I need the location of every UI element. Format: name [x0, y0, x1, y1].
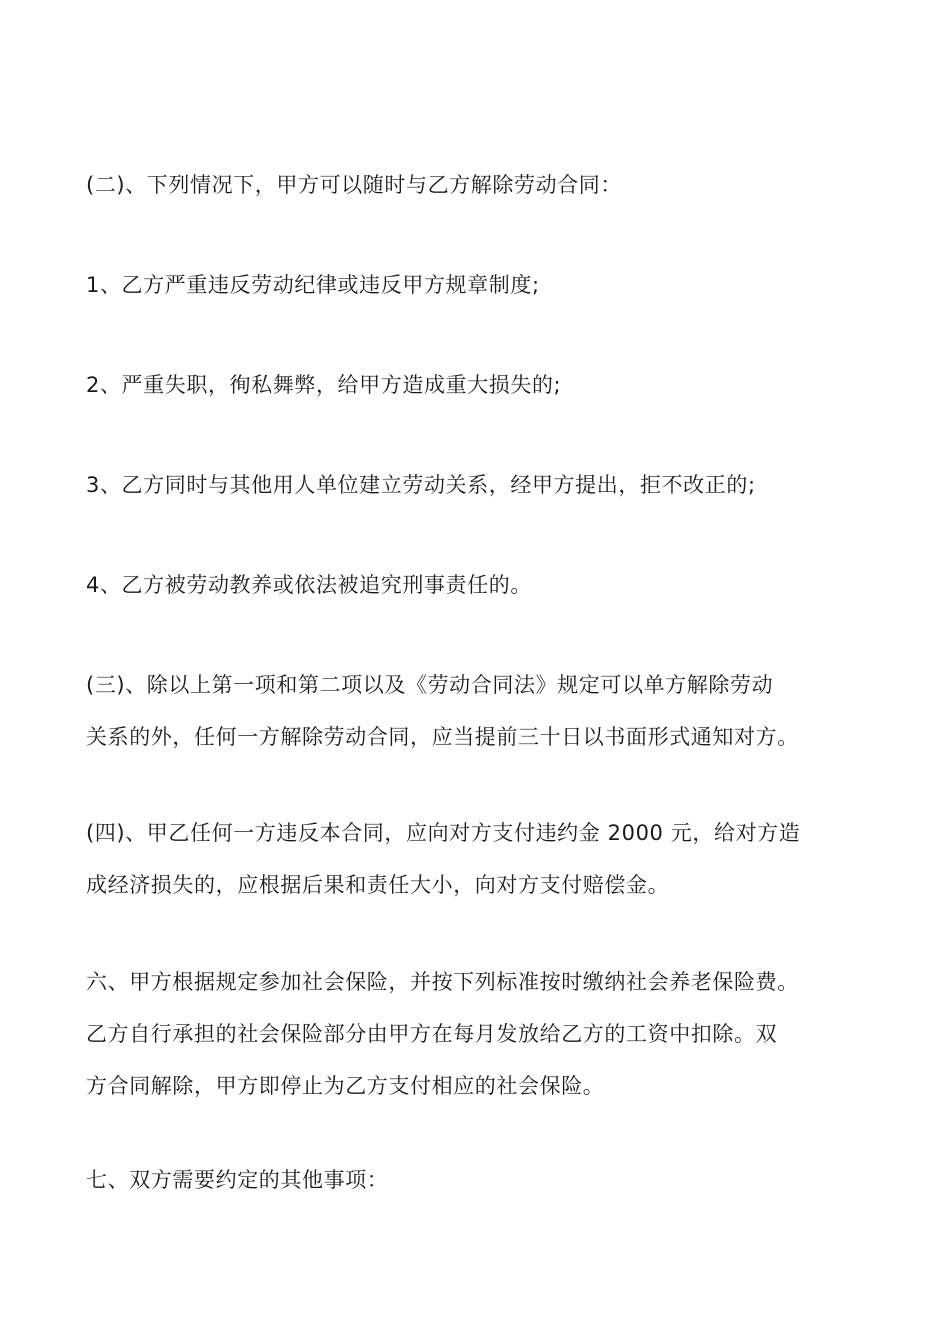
clause-2-item-2: [86, 375, 886, 396]
clause-2-heading: [86, 175, 886, 196]
text-line: 关系的外，任何一方解除劳动合同，应当提前三十日以书面形式通知对方。: [86, 725, 799, 749]
text-line: (三)、除以上第一项和第二项以及《劳动合同法》规定可以单方解除劳动: [86, 673, 774, 697]
text-line: 1、乙方严重违反劳动纪律或违反甲方规章制度;: [86, 273, 540, 297]
clause-4-paragraph: [86, 823, 886, 896]
section-6-paragraph: [86, 972, 886, 1097]
clause-2-item-1: [86, 275, 886, 296]
text-line: 方合同解除，甲方即停止为乙方支付相应的社会保险。: [86, 1074, 605, 1098]
text-line: 六、甲方根据规定参加社会保险，并按下列标准按时缴纳社会养老保险费。: [86, 970, 799, 994]
text-line: 乙方自行承担的社会保险部分由甲方在每月发放给乙方的工资中扣除。双: [86, 1022, 778, 1046]
text-line: 4、乙方被劳动教养或依法被追究刑事责任的。: [86, 573, 532, 597]
text-line: 成经济损失的，应根据后果和责任大小，向对方支付赔偿金。: [86, 873, 670, 897]
text-line: 2、严重失职，徇私舞弊，给甲方造成重大损失的;: [86, 373, 562, 397]
clause-2-item-3: [86, 475, 886, 496]
text-line: (二)、下列情况下，甲方可以随时与乙方解除劳动合同：: [86, 173, 622, 197]
text-line: 3、乙方同时与其他用人单位建立劳动关系，经甲方提出，拒不改正的;: [86, 473, 756, 497]
text-line: (四)、甲乙任何一方违反本合同，应向对方支付违约金 2000 元，给对方造: [86, 821, 801, 845]
clause-3-paragraph: [86, 675, 886, 748]
clause-2-item-4: [86, 575, 886, 596]
text-line: 七、双方需要约定的其他事项：: [86, 1168, 389, 1192]
section-7-heading: [86, 1170, 886, 1191]
